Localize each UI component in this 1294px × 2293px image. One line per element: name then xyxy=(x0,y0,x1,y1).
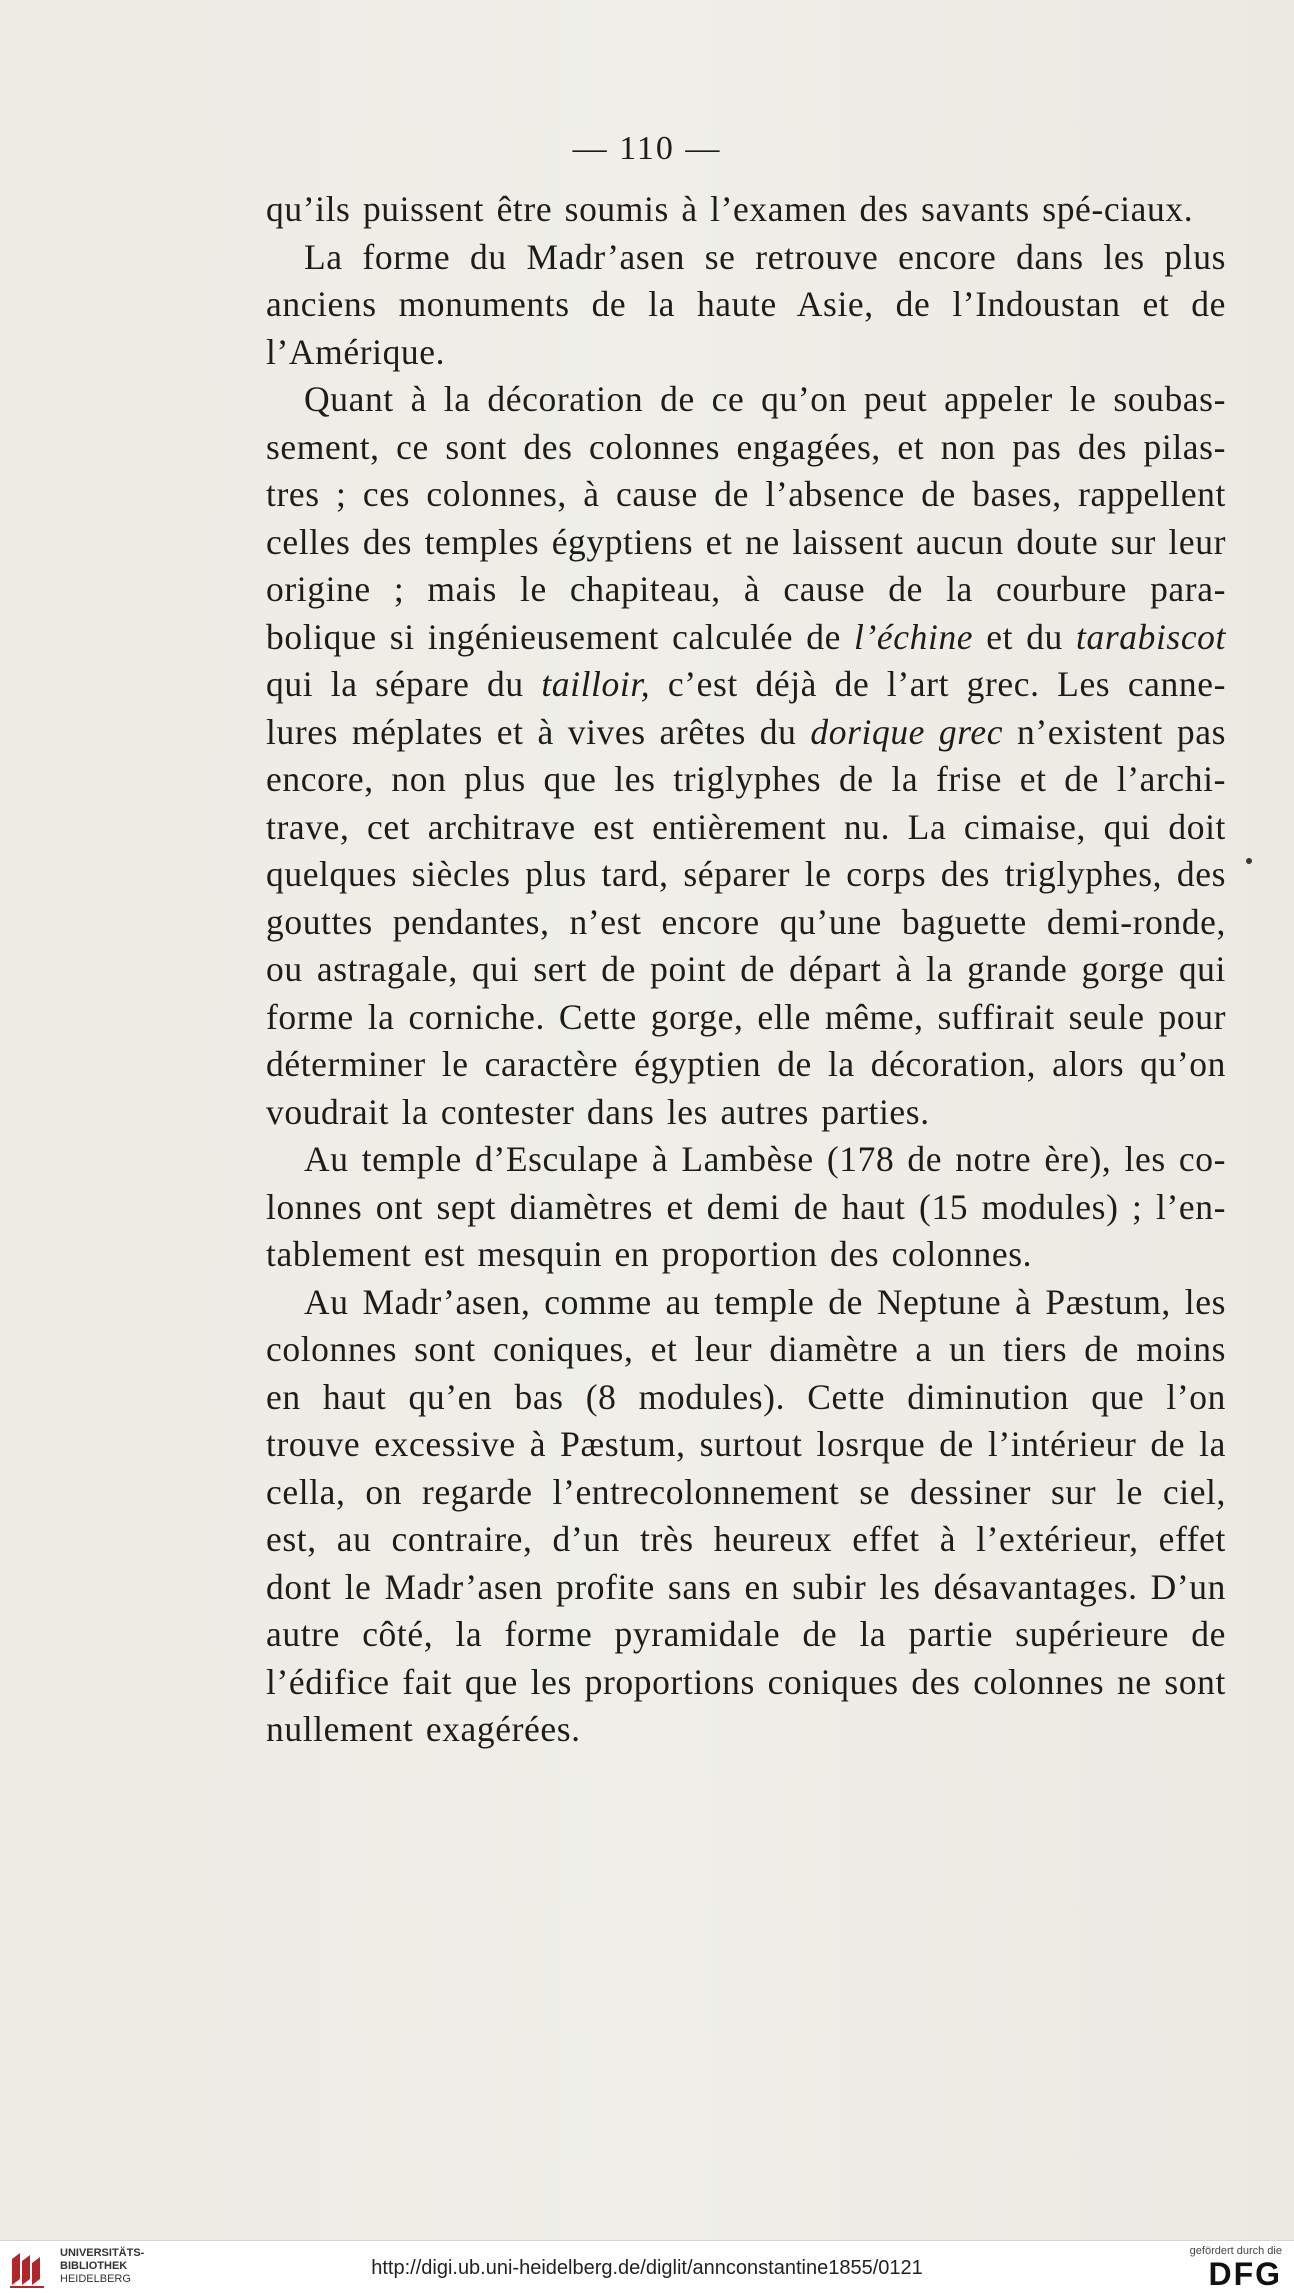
paragraph-5: Au Madr’asen, comme au temple de Neptune à Pæstum, les colonnes sont coniques, et leur diamètre a un tiers de moins en haut qu’en bas (8 modules). Cette diminution que l’on trouve excessive à Pæstum, surtout losrque de l’intérieur de la cella, on regarde l’entrecolonnement se dessiner sur le ciel, est, au contraire, d’un très heureux effet à l’extérieur, effet dont le Madr’asen profite sans en subir les désavantages. D’un autre côté, la forme pyramidale de la partie supérieure de l’édifice fait que les proportions coniques des colonnes ne sont nullement exagérées. xyxy=(266,1281,1226,1749)
paragraph-2: La forme du Madr’asen se retrouve encore dans les plus anciens monuments de la haute Asie, de l’Indoustan et de l’Amérique. xyxy=(266,236,1226,372)
footer-bar xyxy=(0,2240,1294,2293)
body-text xyxy=(266,186,1226,1754)
paragraph-4: Au temple d’Esculape à Lambèse (178 de notre ère), les co-lonnes ont sept diamètres et demi de haut (15 modules) ; l’en-tablement est mesquin en proportion des colonnes. xyxy=(266,1139,1226,1274)
italic-term-echine: l’échine xyxy=(854,616,974,657)
institution-line-2: BIBLIOTHEK xyxy=(60,2260,128,2272)
page-number: — 110 — xyxy=(572,130,722,167)
italic-term-dorique-grec: dorique grec xyxy=(810,711,1004,752)
dfg-logo: DFG xyxy=(1208,2256,1282,2292)
paragraph-3-text-3: qui la sépare du xyxy=(266,664,542,704)
paragraph-3-text-5: n’existent pas encore, non plus que les triglyphes de la frise et de l’archi-trave, cet architrave est entièrement nu. La cimaise, qui doit quelques siècles plus tard, séparer le corps des triglyphes, des gouttes pendantes, n’est encore qu’une baguette demi-ronde, ou astragale, qui sert de point de départ à la grande gorge qui forme la corniche. Cette gorge, elle même, suffirait seule pour déterminer le caractère égyptien de la décoration, alors qu’on voudrait la contester dans les autres parties. xyxy=(266,711,1226,1132)
paragraph-1: qu’ils puissent être soumis à l’examen des savants spé-ciaux. xyxy=(266,189,1194,229)
ink-speck xyxy=(1245,857,1253,865)
italic-term-tarabiscot: tarabiscot xyxy=(1076,616,1226,657)
funded-by-label: gefördert durch die xyxy=(1189,2245,1282,2257)
source-url-link[interactable]: http://digi.ub.uni-heidelberg.de/diglit/annconstantine1855/0121 xyxy=(371,2257,923,2279)
paragraph-3 xyxy=(266,376,1226,1136)
paragraph-3-text-4: c’est déjà de l’art grec. Les canne-lures méplates et à vives arêtes du xyxy=(266,664,1227,752)
institution-line-1: UNIVERSITÄTS- xyxy=(60,2247,145,2259)
funding-credit xyxy=(1190,2245,1282,2290)
paragraph-3-text-1: Quant à la décoration de ce qu’on peut appeler le soubas-sement, ce sont des colonnes engagées, et non pas des pilas-tres ; ces colonnes, à cause de l’absence de bases, rappellent celles des temples égyptiens et ne laissent aucun doute sur leur origine ; mais le chapiteau, à cause de la courbure para-bolique si ingénieusement calculée de xyxy=(266,379,1226,657)
italic-term-tailloir: tailloir, xyxy=(541,664,651,704)
institution-line-3: HEIDELBERG xyxy=(60,2273,131,2285)
paragraph-3-text-2: et du xyxy=(973,616,1077,657)
